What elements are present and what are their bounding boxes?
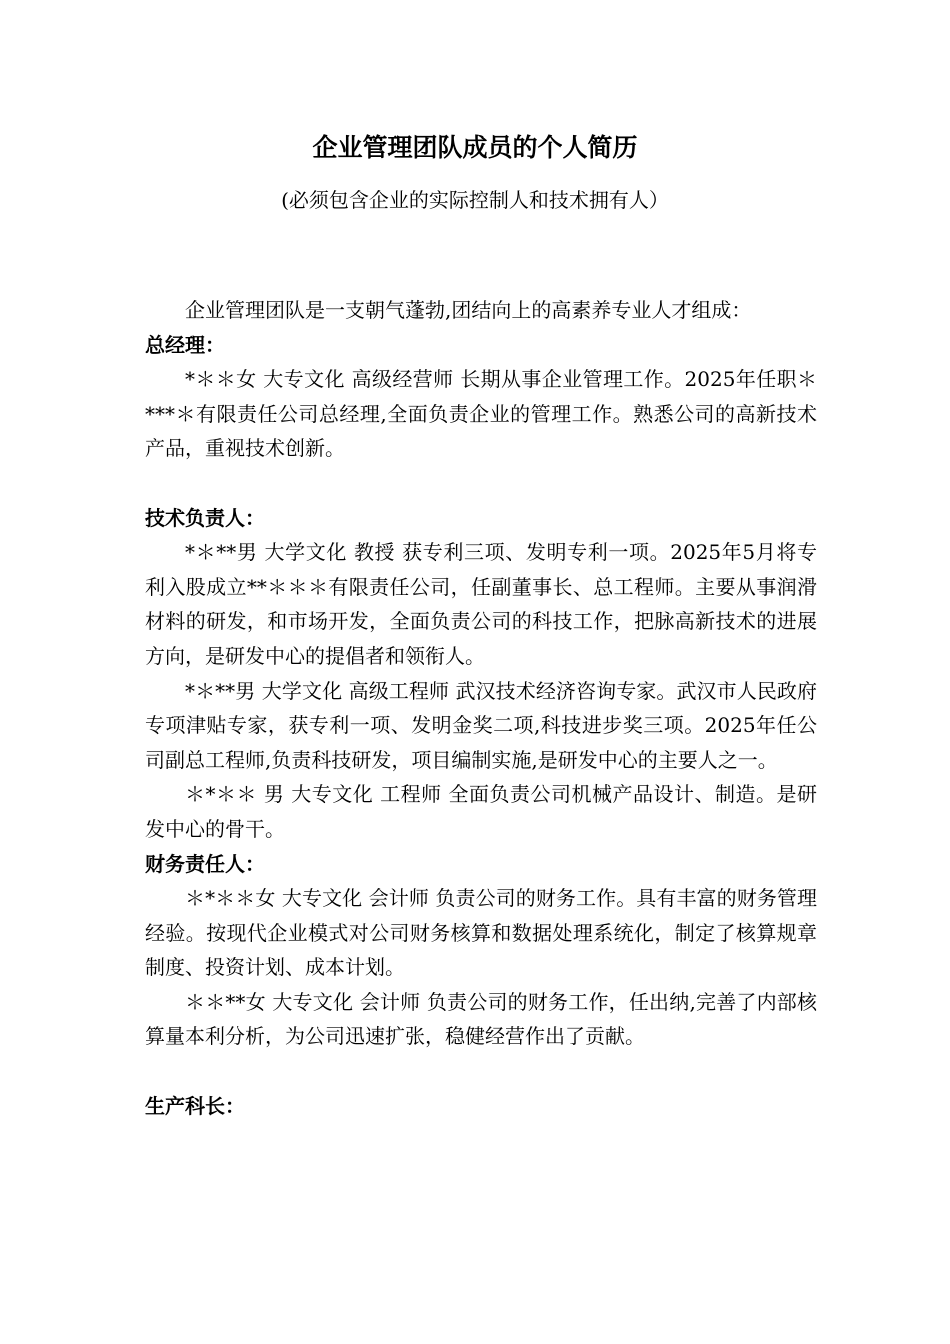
document-subtitle: (必须包含企业的实际控制人和技术拥有人） <box>281 188 669 212</box>
section-heading-general-manager: 总经理： <box>145 332 225 357</box>
paragraph-spacer <box>145 1054 817 1089</box>
technical-lead-paragraph-2: *＊**男 大学文化 高级工程师 武汉技术经济咨询专家。武汉市人民政府专项津贴专家，获专利一项、发明金奖二项,科技进步奖三项。2025年任公司副总工程师,负责科技研发，项目编制实施,是研发中心的主要人之一。 <box>145 678 817 772</box>
document-body <box>145 293 817 1123</box>
section-heading-finance-lead: 财务责任人： <box>145 851 265 876</box>
section-heading-technical-lead: 技术负责人： <box>145 505 265 530</box>
intro-paragraph: 企业管理团队是一支朝气蓬勃,团结向上的高素养专业人才组成： <box>185 298 752 322</box>
technical-lead-paragraph-1: *＊**男 大学文化 教授 获专利三项、发明专利一项。2025年5月将专利入股成立**＊＊＊有限责任公司，任副董事长、总工程师。主要从事润滑材料的研发，和市场开发，全面负责公司的科技工作，把脉高新技术的进展方向，是研发中心的提倡者和领衔人。 <box>145 540 817 668</box>
document-title: 企业管理团队成员的个人简历 <box>312 133 638 162</box>
finance-lead-paragraph-1: ＊*＊＊女 大专文化 会计师 负责公司的财务工作。具有丰富的财务管理经验。按现代企业模式对公司财务核算和数据处理系统化，制定了核算规章制度、投资计划、成本计划。 <box>145 886 817 980</box>
general-manager-paragraph: *＊＊女 大专文化 高级经营师 长期从事企业管理工作。2025年任职＊***＊有限责任公司总经理,全面负责企业的管理工作。熟悉公司的高新技术产品，重视技术创新。 <box>145 367 817 461</box>
paragraph-spacer <box>145 466 817 501</box>
technical-lead-paragraph-3: ＊*＊＊ 男 大专文化 工程师 全面负责公司机械产品设计、制造。是研发中心的骨干。 <box>145 782 817 841</box>
finance-lead-paragraph-2: ＊＊**女 大专文化 会计师 负责公司的财务工作，任出纳,完善了内部核算量本利分析，为公司迅速扩张，稳健经营作出了贡献。 <box>145 989 817 1049</box>
section-heading-production-chief: 生产科长： <box>145 1093 245 1118</box>
